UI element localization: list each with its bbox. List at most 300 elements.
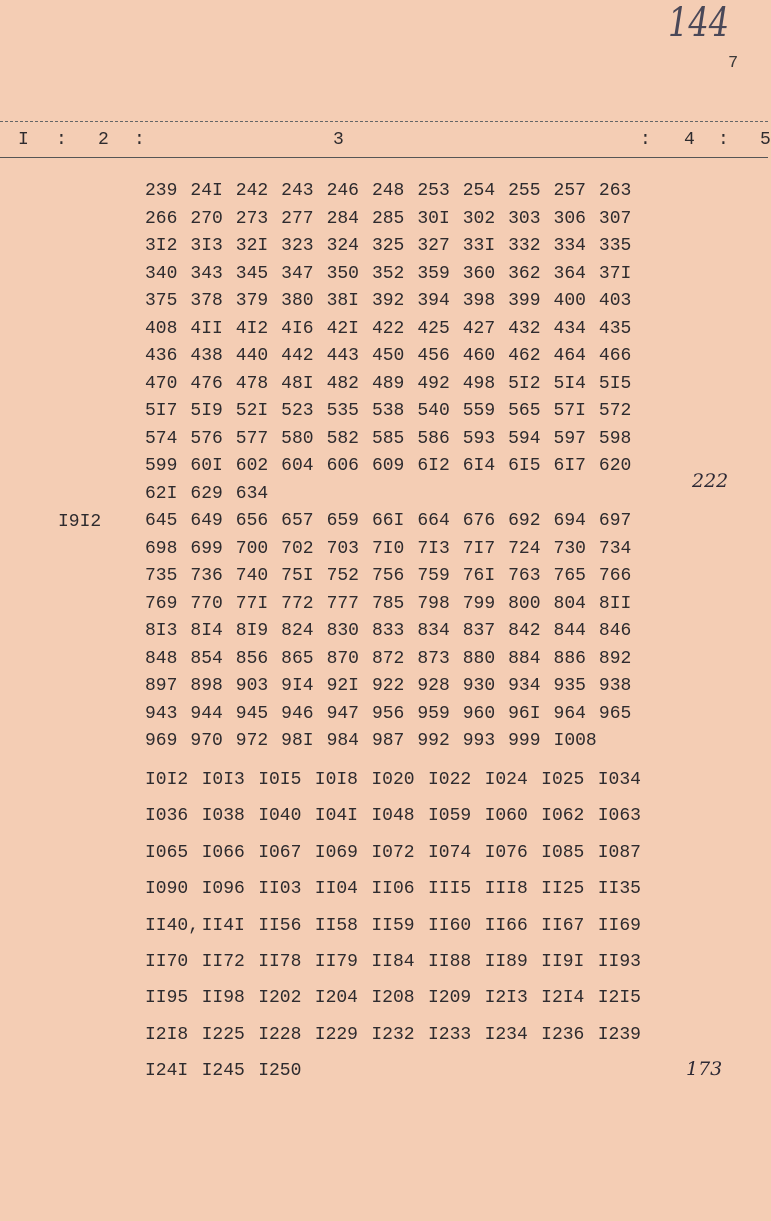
number-entry: I2I5: [597, 988, 641, 1009]
number-entry: 700: [235, 538, 269, 559]
number-entry: 606: [326, 456, 359, 476]
number-entry: 492: [417, 373, 450, 394]
number-entry: 960: [462, 703, 496, 724]
number-entry: 400: [553, 291, 586, 311]
number-row: [145, 288, 644, 316]
number-entry: 740: [235, 566, 269, 586]
number-entry: 604: [281, 456, 314, 476]
number-entry: I202: [258, 988, 302, 1009]
number-entry: 772: [281, 593, 314, 614]
number-entry: 273: [235, 208, 269, 229]
column-header-1: I: [18, 130, 29, 150]
number-entry: 872: [371, 648, 405, 669]
number-entry: 38I: [326, 291, 359, 311]
number-entry: I233: [427, 1024, 472, 1045]
number-entry: 7I3: [417, 538, 450, 559]
number-entry: 702: [281, 538, 314, 559]
number-row: [145, 398, 644, 426]
number-entry: I229: [314, 1024, 358, 1045]
number-row: [145, 178, 644, 206]
number-entry: 436: [145, 346, 178, 366]
number-row: [145, 481, 644, 509]
number-entry: 856: [235, 648, 269, 669]
number-entry: 306: [553, 208, 586, 229]
number-entry: 582: [326, 428, 359, 449]
number-entry: 538: [371, 401, 405, 421]
number-entry: 765: [553, 566, 586, 586]
number-row: [145, 944, 654, 980]
number-row: [145, 871, 654, 907]
number-row: [145, 453, 644, 481]
number-entry: 24I: [190, 181, 223, 201]
number-row: [145, 835, 654, 871]
number-entry: 964: [553, 703, 586, 724]
number-entry: 777: [326, 593, 359, 614]
number-entry: 799: [462, 593, 496, 614]
number-entry: I236: [541, 1024, 585, 1045]
number-entry: II69: [597, 915, 641, 936]
number-entry: 285: [371, 208, 405, 229]
number-entry: 5I4: [553, 373, 586, 394]
number-entry: 5I7: [145, 401, 178, 421]
number-entry: 4I2: [235, 318, 269, 339]
column-separator: :: [718, 130, 729, 150]
number-entry: 359: [417, 263, 450, 284]
number-entry: 559: [462, 401, 496, 421]
number-entry: 246: [326, 181, 359, 201]
number-entry: II67: [541, 915, 585, 936]
number-entry: 48I: [281, 373, 314, 394]
number-entry: 408: [145, 318, 178, 339]
number-entry: 735: [145, 566, 178, 586]
number-entry: 362: [508, 263, 541, 284]
number-entry: 3I3: [190, 236, 223, 256]
number-entry: I0I5: [258, 770, 302, 790]
number-entry: 239: [145, 181, 178, 201]
number-entry: I038: [201, 806, 245, 827]
number-entry: 972: [235, 731, 269, 751]
number-entry: 798: [417, 593, 450, 614]
number-entry: 57I: [553, 401, 586, 421]
number-entry: 848: [145, 648, 178, 669]
page-number: 7: [728, 54, 739, 73]
number-entry: I245: [201, 1061, 245, 1082]
number-entry: 340: [145, 263, 178, 284]
number-entry: I060: [484, 806, 528, 827]
number-entry: II04: [314, 879, 358, 900]
folio-number-handwritten: 144: [668, 0, 730, 46]
number-entry: 470: [145, 373, 178, 394]
number-entry: II72: [201, 951, 245, 972]
number-entry: 6I7: [553, 456, 586, 476]
number-entry: 586: [417, 428, 450, 449]
number-entry: 659: [326, 511, 359, 531]
number-entry: 6I5: [508, 456, 541, 476]
number-entry: I020: [371, 770, 415, 790]
number-entry: 992: [417, 731, 450, 751]
number-entry: 257: [553, 181, 586, 201]
number-entry: 498: [462, 373, 496, 394]
number-entry: 460: [462, 346, 496, 366]
number-entry: 266: [145, 208, 178, 229]
number-entry: 572: [598, 401, 632, 421]
number-entry: 375: [145, 291, 178, 311]
number-entry: I208: [371, 988, 415, 1009]
number-entry: 769: [145, 593, 178, 614]
number-entry: 880: [462, 648, 496, 669]
number-entry: I2I3: [484, 988, 528, 1009]
number-list-4digit: [145, 762, 654, 1090]
number-entry: I239: [597, 1024, 641, 1045]
number-row: [145, 673, 644, 701]
handwritten-total-first: 222: [692, 470, 729, 492]
number-entry: 489: [371, 373, 405, 394]
number-entry: I24I: [145, 1061, 189, 1082]
number-entry: 766: [598, 566, 632, 586]
number-entry: 585: [371, 428, 405, 449]
number-row: [145, 261, 644, 289]
number-entry: 903: [235, 676, 269, 696]
number-entry: I0I8: [314, 770, 358, 790]
number-entry: I025: [541, 770, 585, 790]
number-entry: 824: [281, 621, 314, 641]
number-entry: 703: [326, 538, 359, 559]
number-entry: I090: [145, 879, 189, 900]
number-entry: 350: [326, 263, 359, 284]
number-entry: 327: [417, 236, 450, 256]
number-entry: 4I6: [281, 318, 314, 339]
number-entry: 759: [417, 566, 450, 586]
number-entry: 540: [417, 401, 450, 421]
number-entry: 5I5: [598, 373, 632, 394]
number-entry: 325: [371, 236, 405, 256]
number-entry: 242: [235, 181, 269, 201]
number-entry: I062: [541, 806, 585, 827]
number-entry: II58: [314, 915, 358, 936]
number-entry: II03: [258, 879, 302, 900]
number-entry: 593: [462, 428, 496, 449]
number-entry: 364: [553, 263, 586, 284]
number-entry: 938: [598, 676, 632, 696]
number-entry: 830: [326, 621, 359, 641]
number-entry: 462: [508, 346, 541, 366]
number-entry: 897: [145, 676, 178, 696]
number-entry: 323: [281, 236, 314, 256]
number-entry: 694: [553, 511, 586, 531]
column-header-3: 3: [333, 130, 344, 150]
number-entry: 770: [190, 593, 223, 614]
number-entry: 432: [508, 318, 541, 339]
number-entry: I008: [553, 731, 597, 751]
number-entry: 7I0: [371, 538, 405, 559]
number-entry: I059: [427, 806, 472, 827]
number-entry: III5: [427, 879, 472, 900]
number-entry: 844: [553, 621, 586, 641]
number-entry: I250: [258, 1061, 302, 1082]
number-entry: 425: [417, 318, 450, 339]
number-entry: II70: [145, 951, 189, 972]
number-entry: 993: [462, 731, 496, 751]
number-entry: 930: [462, 676, 496, 696]
number-entry: 466: [598, 346, 632, 366]
number-entry: 66I: [371, 511, 405, 531]
number-entry: 347: [281, 263, 314, 284]
number-entry: II25: [541, 879, 585, 900]
number-entry: 873: [417, 648, 450, 669]
number-entry: I0I2: [145, 770, 189, 790]
number-entry: 435: [598, 318, 632, 339]
number-entry: 698: [145, 538, 178, 559]
number-entry: I096: [201, 879, 245, 900]
number-entry: I067: [258, 842, 302, 863]
column-separator: :: [134, 130, 145, 150]
number-row: [145, 563, 644, 591]
number-entry: 76I: [462, 566, 496, 586]
number-entry: 60I: [190, 456, 223, 476]
number-entry: I232: [371, 1024, 415, 1045]
number-entry: 253: [417, 181, 450, 201]
number-entry: I04I: [314, 806, 358, 827]
column-header-5: 5: [760, 130, 771, 150]
number-entry: 898: [190, 676, 223, 696]
number-entry: III8: [484, 879, 528, 900]
number-entry: 854: [190, 648, 223, 669]
number-entry: 307: [598, 208, 632, 229]
number-entry: I087: [597, 842, 641, 863]
number-entry: I204: [314, 988, 358, 1009]
number-row: [145, 1053, 654, 1089]
number-entry: 403: [598, 291, 632, 311]
number-entry: I2I4: [541, 988, 585, 1009]
number-entry: 752: [326, 566, 359, 586]
number-entry: 842: [508, 621, 541, 641]
number-entry: II95: [145, 988, 189, 1009]
number-entry: 345: [235, 263, 269, 284]
number-entry: 884: [508, 648, 541, 669]
number-row: [145, 206, 644, 234]
number-entry: 944: [190, 703, 223, 724]
number-row: [145, 728, 644, 756]
number-entry: 438: [190, 346, 223, 366]
number-row: [145, 1017, 654, 1053]
number-entry: 6I2: [417, 456, 450, 476]
number-list: [145, 178, 644, 756]
number-entry: 243: [281, 181, 314, 201]
number-entry: 378: [190, 291, 223, 311]
number-entry: II78: [258, 951, 302, 972]
number-entry: 7I7: [462, 538, 496, 559]
number-entry: 254: [462, 181, 496, 201]
number-entry: 255: [508, 181, 541, 201]
number-entry: 30I: [417, 208, 450, 229]
number-entry: 75I: [281, 566, 314, 586]
number-entry: 734: [598, 538, 632, 559]
number-entry: 379: [235, 291, 269, 311]
number-entry: I228: [258, 1024, 302, 1045]
number-entry: 598: [598, 428, 632, 449]
number-row: [145, 426, 644, 454]
number-entry: II84: [371, 951, 415, 972]
number-row: [145, 798, 654, 834]
number-entry: II56: [258, 915, 302, 936]
number-entry: 602: [235, 456, 269, 476]
number-entry: 943: [145, 703, 178, 724]
number-row: [145, 701, 644, 729]
number-entry: 656: [235, 511, 269, 531]
number-row: [145, 646, 644, 674]
number-entry: II88: [427, 951, 472, 972]
number-entry: 62I: [145, 483, 178, 504]
number-entry: 476: [190, 373, 223, 394]
number-entry: 999: [508, 731, 541, 751]
number-entry: 398: [462, 291, 496, 311]
number-entry: 394: [417, 291, 450, 311]
number-entry: I063: [597, 806, 641, 827]
number-entry: II98: [201, 988, 245, 1009]
number-entry: 984: [326, 731, 359, 751]
number-entry: I225: [201, 1024, 245, 1045]
number-entry: 922: [371, 676, 405, 696]
number-entry: 334: [553, 236, 586, 256]
number-row: [145, 508, 644, 536]
number-entry: II93: [597, 951, 641, 972]
number-entry: 574: [145, 428, 178, 449]
number-entry: 676: [462, 511, 496, 531]
number-entry: 947: [326, 703, 359, 724]
number-entry: 3I2: [145, 236, 178, 256]
number-entry: 33I: [462, 236, 496, 256]
number-entry: II89: [484, 951, 528, 972]
number-entry: 597: [553, 428, 586, 449]
handwritten-total-second: 173: [686, 1058, 723, 1080]
number-entry: I2I8: [145, 1024, 189, 1045]
number-entry: 599: [145, 456, 178, 476]
number-entry: I022: [427, 770, 472, 790]
number-entry: 98I: [281, 731, 314, 751]
number-entry: 756: [371, 566, 405, 586]
number-row: [145, 371, 644, 399]
number-entry: 302: [462, 208, 496, 229]
number-row: [145, 591, 644, 619]
number-entry: I069: [314, 842, 358, 863]
number-row: [145, 343, 644, 371]
number-entry: 736: [190, 566, 223, 586]
number-entry: 946: [281, 703, 314, 724]
number-row: [145, 762, 654, 798]
number-entry: II59: [371, 915, 415, 936]
number-row: [145, 618, 644, 646]
number-row: [145, 980, 654, 1016]
number-entry: I209: [427, 988, 472, 1009]
number-entry: 277: [281, 208, 314, 229]
number-entry: 699: [190, 538, 223, 559]
number-entry: 934: [508, 676, 541, 696]
number-entry: 634: [235, 483, 269, 504]
number-entry: 456: [417, 346, 450, 366]
number-entry: 52I: [235, 401, 269, 421]
number-entry: 846: [598, 621, 632, 641]
number-entry: 892: [598, 648, 632, 669]
number-entry: 478: [235, 373, 269, 394]
number-row: [145, 233, 644, 261]
number-entry: 8I9: [235, 621, 269, 641]
number-entry: I034: [597, 770, 641, 790]
number-entry: 935: [553, 676, 586, 696]
number-entry: I0I3: [201, 770, 245, 790]
number-entry: 837: [462, 621, 496, 641]
number-entry: 8I3: [145, 621, 178, 641]
number-entry: 620: [598, 456, 632, 476]
number-entry: II66: [484, 915, 528, 936]
number-entry: 270: [190, 208, 223, 229]
number-entry: 645: [145, 511, 178, 531]
number-entry: 4II: [190, 318, 223, 339]
number-entry: 5I2: [508, 373, 541, 394]
number-entry: 399: [508, 291, 541, 311]
header-rule-bottom: [0, 157, 768, 158]
number-entry: 442: [281, 346, 314, 366]
number-entry: 422: [371, 318, 405, 339]
number-entry: II79: [314, 951, 358, 972]
number-entry: 434: [553, 318, 586, 339]
number-entry: 248: [371, 181, 405, 201]
column-separator: :: [56, 130, 67, 150]
number-entry: 959: [417, 703, 450, 724]
number-entry: 565: [508, 401, 541, 421]
number-entry: II40,: [145, 915, 200, 936]
number-entry: 42I: [326, 318, 359, 339]
number-entry: 8II: [598, 593, 632, 614]
number-entry: 969: [145, 731, 178, 751]
number-entry: 6I4: [462, 456, 496, 476]
number-entry: 697: [598, 511, 632, 531]
number-entry: 427: [462, 318, 496, 339]
number-entry: 263: [598, 181, 632, 201]
number-entry: I048: [371, 806, 415, 827]
number-entry: 284: [326, 208, 359, 229]
number-entry: I234: [484, 1024, 528, 1045]
number-entry: 392: [371, 291, 405, 311]
number-row: [145, 316, 644, 344]
number-entry: 970: [190, 731, 223, 751]
number-entry: 360: [462, 263, 496, 284]
number-entry: 577: [235, 428, 269, 449]
number-entry: I072: [371, 842, 415, 863]
number-entry: 965: [598, 703, 632, 724]
number-entry: I074: [427, 842, 472, 863]
number-entry: I066: [201, 842, 245, 863]
number-entry: I076: [484, 842, 528, 863]
number-entry: 987: [371, 731, 405, 751]
number-entry: 32I: [235, 236, 269, 256]
number-entry: 535: [326, 401, 359, 421]
number-entry: 523: [281, 401, 314, 421]
column-header-2: 2: [98, 130, 109, 150]
number-entry: 730: [553, 538, 586, 559]
number-entry: 657: [281, 511, 314, 531]
header-rule-top: [0, 121, 768, 122]
number-entry: 9I4: [281, 676, 314, 696]
number-entry: 945: [235, 703, 269, 724]
column-header-4: 4: [684, 130, 695, 150]
number-entry: 332: [508, 236, 541, 256]
year-label: I9I2: [58, 512, 102, 532]
number-entry: I024: [484, 770, 528, 790]
number-entry: 664: [417, 511, 450, 531]
number-row: [145, 908, 654, 944]
number-entry: 77I: [235, 593, 269, 614]
number-entry: 37I: [598, 263, 632, 284]
